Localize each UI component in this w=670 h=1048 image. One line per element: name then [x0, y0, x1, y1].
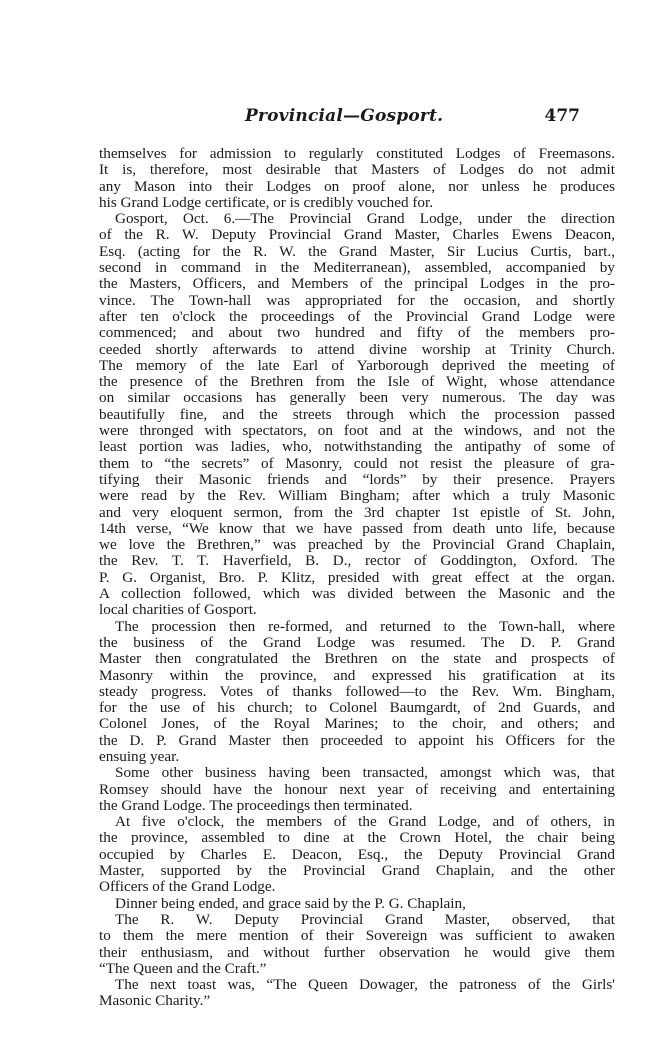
- text-line: steady progress. Votes of thanks followed—to the Rev. Wm. Bingham,: [99, 682, 615, 700]
- text-line: the province, assembled to dine at the Crown Hotel, the chair being: [99, 829, 615, 847]
- text-line: the Rev. T. T. Haverfield, B. D., rector of Goddington, Oxford. The: [99, 552, 615, 570]
- text-line: Colonel Jones, of the Royal Marines; to the choir, and others; and: [99, 715, 615, 733]
- text-line: It is, therefore, most desirable that Masters of Lodges do not admit: [99, 161, 615, 179]
- text-line: the Grand Lodge. The proceedings then terminated.: [99, 796, 413, 814]
- text-line: the Masters, Officers, and Members of the principal Lodges in the pro-: [99, 275, 615, 293]
- text-line: the D. P. Grand Master then proceeded to appoint his Officers for the: [99, 731, 615, 749]
- text-line: Some other business having been transacted, amongst which was, that: [115, 764, 615, 782]
- text-line: of the R. W. Deputy Provincial Grand Master, Charles Ewens Deacon,: [99, 226, 615, 244]
- text-line: ensuing year.: [99, 747, 180, 765]
- text-line: Dinner being ended, and grace said by the P. G. Chaplain,: [115, 894, 466, 912]
- text-line: Officers of the Grand Lodge.: [99, 878, 276, 896]
- text-line: 14th verse, “We know that we have passed from death unto life, because: [99, 519, 615, 537]
- page-number: 477: [544, 106, 580, 126]
- text-line: were thronged with spectators, on foot and at the windows, and not the: [99, 422, 615, 440]
- text-line: the business of the Grand Lodge was resumed. The D. P. Grand: [99, 633, 615, 651]
- text-line: Master then congratulated the Brethren on the state and prospects of: [99, 650, 615, 668]
- text-line: The R. W. Deputy Provincial Grand Master, observed, that: [115, 910, 615, 928]
- text-line: them to “the secrets” of Masonry, could not resist the pleasure of gra-: [99, 454, 615, 472]
- text-line: The next toast was, “The Queen Dowager, the patroness of the Girls': [115, 976, 615, 994]
- text-line: P. G. Organist, Bro. P. Klitz, presided with great effect at the organ.: [99, 568, 615, 586]
- text-line: ceeded shortly afterwards to attend divine worship at Trinity Church.: [99, 340, 615, 358]
- text-line: Masonry within the province, and expressed his gratification at its: [99, 666, 615, 684]
- text-line: themselves for admission to regularly constituted Lodges of Freemasons.: [99, 145, 615, 162]
- text-line: we love the Brethren,” was preached by the Provincial Grand Chaplain,: [99, 536, 615, 554]
- text-line: tifying their Masonic friends and “lords” by their presence. Prayers: [99, 470, 615, 488]
- text-line: The memory of the late Earl of Yarborough deprived the meeting of: [99, 356, 615, 374]
- text-line: and very eloquent sermon, from the 3rd chapter 1st epistle of St. John,: [99, 503, 615, 521]
- text-line: Masonic Charity.”: [99, 992, 211, 1010]
- page-header: [100, 106, 620, 130]
- text-line: vince. The Town-hall was appropriated for the occasion, and shortly: [99, 291, 615, 309]
- body-text: [99, 146, 615, 1010]
- text-line: the presence of the Brethren from the Isle of Wight, whose attendance: [99, 373, 615, 391]
- text-line: At five o'clock, the members of the Grand Lodge, and of others, in: [115, 813, 615, 831]
- text-line: commenced; and about two hundred and fifty of the members pro-: [99, 324, 615, 342]
- text-line: occupied by Charles E. Deacon, Esq., the Deputy Provincial Grand: [99, 845, 615, 863]
- text-line: beautifully fine, and the streets through which the procession passed: [99, 405, 615, 423]
- text-line: his Grand Lodge certificate, or is credibly vouched for.: [99, 193, 434, 211]
- text-line: on similar occasions has generally been very numerous. The day was: [99, 389, 615, 407]
- text-line: after ten o'clock the proceedings of the Provincial Grand Lodge were: [99, 307, 615, 325]
- text-line: Romsey should have the honour next year of receiving and entertaining: [99, 780, 615, 798]
- text-line: for the use of his church; to Colonel Baumgardt, of 2nd Guards, and: [99, 699, 615, 717]
- text-line: The procession then re-formed, and returned to the Town-hall, where: [115, 617, 615, 635]
- text-line: “The Queen and the Craft.”: [99, 959, 267, 977]
- text-line: to them the mere mention of their Sovereign was sufficient to awaken: [99, 927, 615, 945]
- text-line: Master, supported by the Provincial Grand Chaplain, and the other: [99, 862, 615, 880]
- text-line: second in command in the Mediterranean), assembled, accompanied by: [99, 259, 615, 277]
- text-line: Gosport, Oct. 6.—The Provincial Grand Lodge, under the direction: [115, 210, 615, 228]
- running-title: Provincial—Gosport.: [245, 106, 444, 126]
- text-line: A collection followed, which was divided between the Masonic and the: [99, 585, 615, 603]
- text-line: local charities of Gosport.: [99, 601, 257, 619]
- text-line: were read by the Rev. William Bingham; after which a truly Masonic: [99, 487, 615, 505]
- text-line: Esq. (acting for the R. W. the Grand Master, Sir Lucius Curtis, bart.,: [99, 242, 615, 260]
- text-line: least portion was ladies, who, notwithstanding the antipathy of some of: [99, 438, 615, 456]
- text-line: any Mason into their Lodges on proof alone, nor unless he produces: [99, 177, 615, 195]
- text-line: their enthusiasm, and without further observation he would give them: [99, 943, 615, 961]
